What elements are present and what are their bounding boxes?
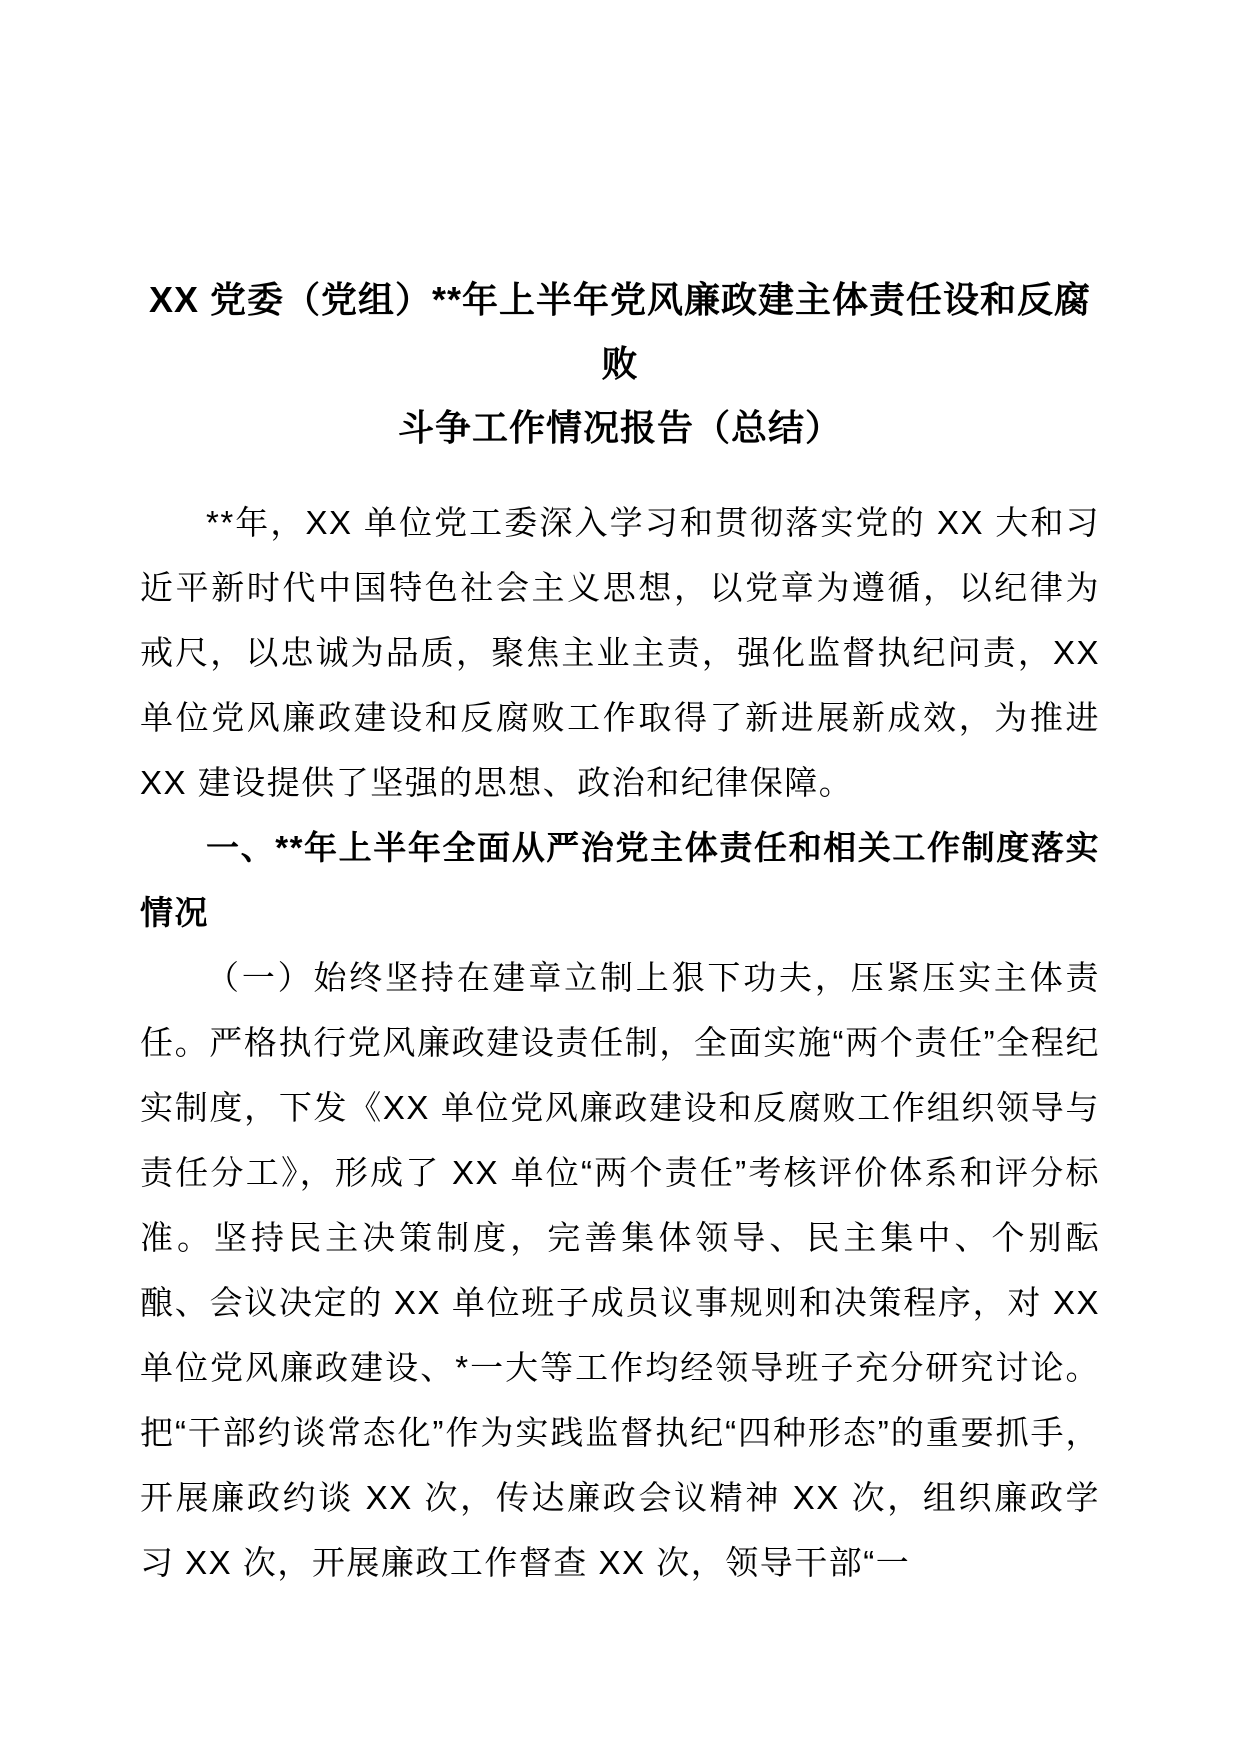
document-title-line1: XX 党委（党组）**年上半年党风廉政建主体责任设和反腐败 [148, 279, 1092, 384]
document-title [140, 268, 1100, 460]
document-title-line2: 斗争工作情况报告（总结） [397, 407, 842, 448]
paragraph-section1-item1: （一）始终坚持在建章立制上狠下功夫，压紧压实主体责任。严格执行党风廉政建设责任制，全面实施“两个责任”全程纪实制度，下发《XX 单位党风廉政建设和反腐败工作组织领导与责任分工》，形成了 XX 单位“两个责任”考核评价体系和评分标准。坚持民主决策制度，完善集体领导、民主集中、个别酝酿、会议决定的 XX 单位班子成员议事规则和决策程序，对 XX 单位党风廉政建设、*一大等工作均经领导班子充分研究讨论。把“干部约谈常态化”作为实践监督执纪“四种形态”的重要抓手，开展廉政约谈 XX 次，传达廉政会议精神 XX 次，组织廉政学习 XX 次，开展廉政工作督查 XX 次，领导干部“一 [140, 959, 1100, 1581]
section-heading-1: 一、**年上半年全面从严治党主体责任和相关工作制度落实情况 [140, 829, 1100, 931]
paragraph-intro: **年，XX 单位党工委深入学习和贯彻落实党的 XX 大和习近平新时代中国特色社会主义思想，以党章为遵循，以纪律为戒尺，以忠诚为品质，聚焦主业主责，强化监督执纪问责，XX 单位党风廉政建设和反腐败工作取得了新进展新成效，为推进 XX 建设提供了坚强的思想、政治和纪律保障。 [140, 504, 1100, 801]
